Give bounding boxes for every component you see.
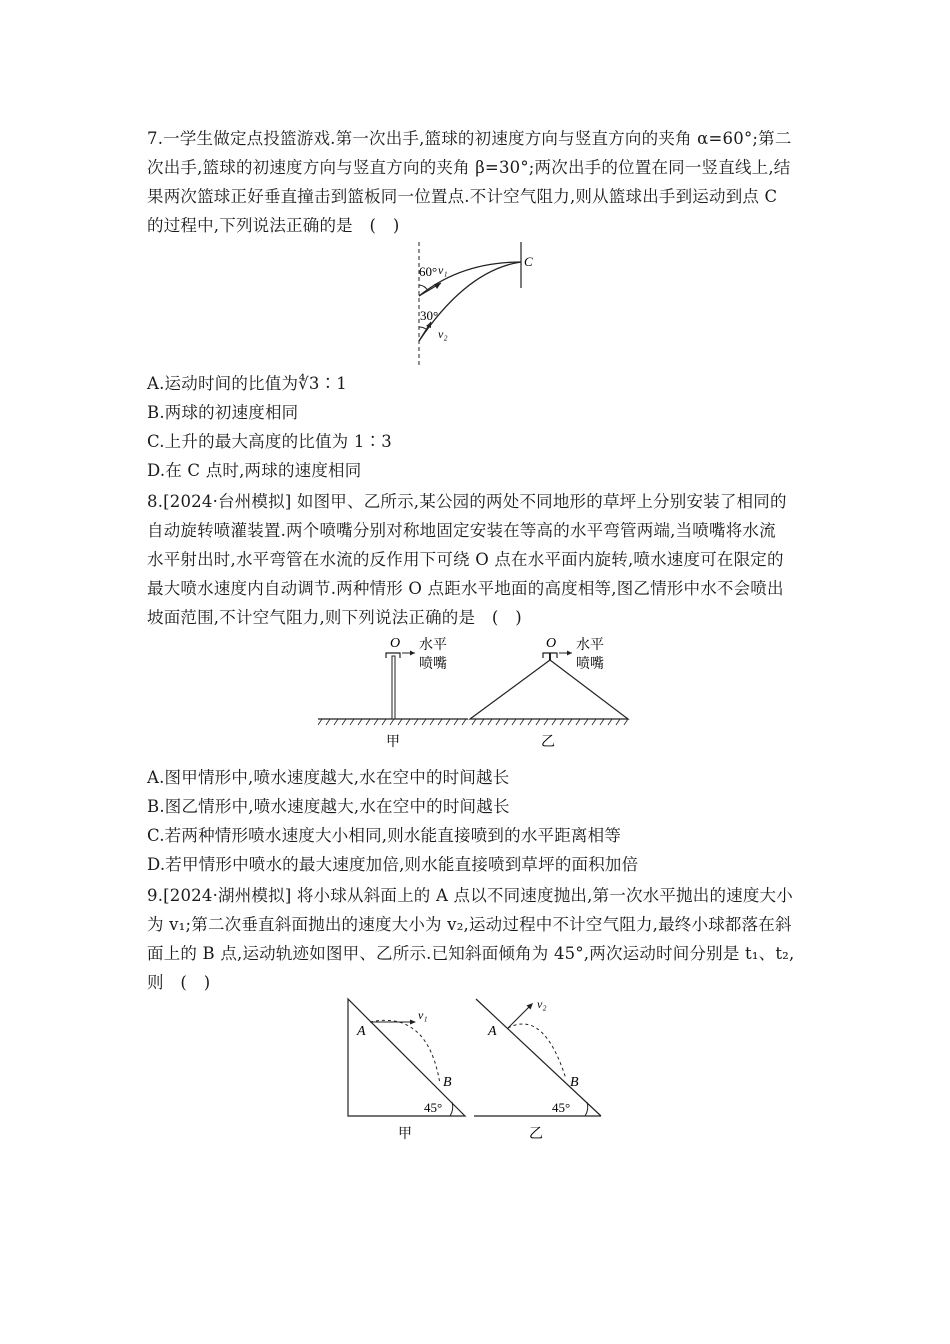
q7-line-3: 果两次篮球正好垂直撞击到篮板同一位置点.不计空气阻力,则从篮球出手到运动到点 C bbox=[147, 187, 778, 206]
figure-label-jia: 甲 bbox=[386, 735, 400, 750]
q7-line-1: 7.一学生做定点投篮游戏.第一次出手,篮球的初速度方向与竖直方向的夹角 α=60°;第二 bbox=[147, 129, 792, 148]
angle-60-label: 60° bbox=[419, 264, 438, 279]
point-c-label: C bbox=[524, 254, 533, 269]
q9-line-3: 面上的 B 点,运动轨迹如图甲、乙所示.已知斜面倾角为 45°,两次运动时间分别是 t₁、t₂, bbox=[147, 944, 795, 963]
point-a-left: A bbox=[357, 1024, 366, 1039]
ground-hatch-right bbox=[472, 719, 628, 725]
sprinkler-pole bbox=[392, 656, 395, 719]
q8-line-3: 水平射出时,水平弯管在水流的反作用下可绕 O 点在水平面内旋转,喷水速度可在限定的 bbox=[147, 550, 784, 569]
q8-line-4: 最大喷水速度内自动调节.两种情形 O 点距水平地面的高度相等,图乙情形中水不会喷出 bbox=[147, 579, 784, 598]
ground-hatch-left bbox=[318, 719, 466, 725]
water-arrow-left-icon bbox=[410, 651, 415, 656]
sprinkler-diagram bbox=[318, 633, 633, 755]
point-b-right: B bbox=[570, 1075, 579, 1090]
slope-triangle bbox=[470, 660, 628, 719]
q8-line-1: 8.[2024·台州模拟] 如图甲、乙所示,某公园的两处不同地形的草坪上分别安装了相同的 bbox=[147, 492, 787, 511]
q8-line-2: 自动旋转喷灌装置.两个喷嘴分别对称地固定安装在等高的水平弯管两端,当喷嘴将水流 bbox=[147, 521, 776, 540]
v1-arrow-icon bbox=[410, 1020, 416, 1025]
figure-label-yi: 乙 bbox=[541, 735, 555, 750]
incline-right bbox=[476, 999, 601, 1116]
q7-figure bbox=[405, 238, 555, 368]
nozzle-label-left-2: 喷嘴 bbox=[419, 657, 447, 672]
q9-line-4: 则 ( ) bbox=[147, 973, 211, 992]
q7-option-d: D.在 C 点时,两球的速度相同 bbox=[147, 461, 362, 480]
figure-label-yi: 乙 bbox=[529, 1127, 543, 1142]
basketball-trajectory-diagram bbox=[405, 238, 555, 368]
v2-label: v₂ bbox=[537, 997, 547, 1011]
q8-line-5: 坡面范围,不计空气阻力,则下列说法正确的是 ( ) bbox=[147, 608, 522, 627]
water-arrow-right-icon bbox=[567, 651, 572, 656]
figure-label-jia: 甲 bbox=[398, 1127, 412, 1142]
q8-option-b: B.图乙情形中,喷水速度越大,水在空中的时间越长 bbox=[147, 797, 510, 816]
q8-option-c: C.若两种情形喷水速度大小相同,则水能直接喷到的水平距离相等 bbox=[147, 826, 622, 845]
q8-option-d: D.若甲情形中喷水的最大速度加倍,则水能直接喷到草坪的面积加倍 bbox=[147, 855, 639, 874]
q9-line-2: 为 v₁;第二次垂直斜面抛出的速度大小为 v₂,运动过程中不计空气阻力,最终小球都落在斜 bbox=[147, 915, 792, 934]
nozzle-label-left-1: 水平 bbox=[419, 638, 447, 653]
o-label-right: O bbox=[546, 636, 557, 651]
incline-left bbox=[348, 999, 465, 1116]
o-label-left: O bbox=[390, 636, 401, 651]
q7-option-c: C.上升的最大高度的比值为 1∶3 bbox=[147, 432, 392, 451]
nozzle-label-right-1: 水平 bbox=[576, 638, 604, 653]
angle-30-label: 30° bbox=[420, 308, 439, 323]
q7-option-b: B.两球的初速度相同 bbox=[147, 403, 299, 422]
angle-label-left: 45° bbox=[424, 1100, 443, 1115]
angle-label-right: 45° bbox=[552, 1100, 571, 1115]
q8-figure bbox=[318, 633, 633, 755]
point-a-right: A bbox=[488, 1024, 497, 1039]
incline-projectile-diagram bbox=[340, 995, 610, 1145]
point-b-left: B bbox=[443, 1075, 452, 1090]
q9-figure bbox=[340, 995, 610, 1145]
angle-arc-right bbox=[585, 1102, 588, 1116]
trajectory-right bbox=[508, 1024, 566, 1079]
v1-label: v₁ bbox=[418, 1008, 428, 1022]
q7-line-2: 次出手,篮球的初速度方向与竖直方向的夹角 β=30°;两次出手的位置在同一竖直线上,结 bbox=[147, 158, 791, 177]
q9-line-1: 9.[2024·湖州模拟] 将小球从斜面上的 A 点以不同速度抛出,第一次水平抛出的速度大小 bbox=[147, 886, 793, 905]
q7-option-a: A.运动时间的比值为∜3∶1 bbox=[147, 374, 347, 393]
q8-option-a: A.图甲情形中,喷水速度越大,水在空中的时间越长 bbox=[147, 768, 510, 787]
v2-label: v₂ bbox=[438, 327, 448, 341]
nozzle-label-right-2: 喷嘴 bbox=[576, 657, 604, 672]
q7-line-4: 的过程中,下列说法正确的是 ( ) bbox=[147, 216, 400, 235]
v1-label: v₁ bbox=[438, 263, 448, 277]
angle-arc-30 bbox=[419, 327, 426, 329]
